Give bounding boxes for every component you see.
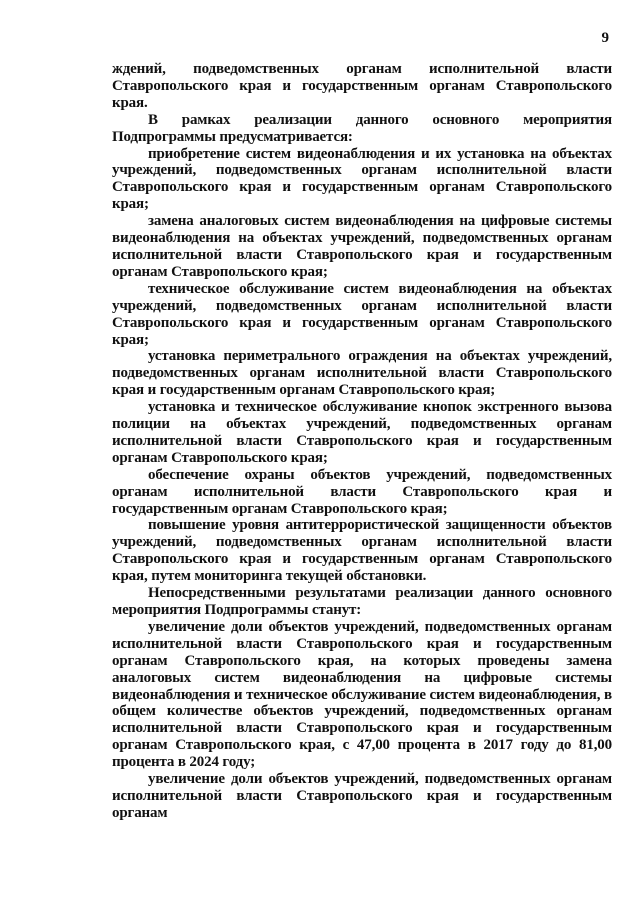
paragraph-item: повышение уровня антитеррористической защищенности объектов учреждений, подведомственных органам исполнительной власти Ставропольского края и государственным органам Ставропольского края, путем мониторинга текущей обстановки. [112,517,612,585]
paragraph-item: установка периметрального ограждения на объектах учреждений, подведомственных органам исполнительной власти Ставропольского края и государственным органам Ставропольского края; [112,348,612,399]
paragraph-continuation: ждений, подведомственных органам исполнительной власти Ставропольского края и государственным органам Ставропольского края. [112,61,612,111]
paragraph-item: приобретение систем видеонаблюдения и их установка на объектах учреждений, подведомственных органам исполнительной власти Ставропольского края и государственным органам Ставропольского края; [112,145,612,213]
paragraph-results-intro: Непосредственными результатами реализации данного основного мероприятия Подпрограммы станут: [112,585,612,618]
paragraph-item: установка и техническое обслуживание кнопок экстренного вызова полиции на объектах учреждений, подведомственных органам исполнительной власти Ставропольского края и государственным органам Ставропольского края; [112,399,612,466]
paragraph-item: замена аналоговых систем видеонаблюдения на цифровые системы видеонаблюдения на объектах учреждений, подведомственных органам исполнительной власти Ставропольского края и государственным органам Ставропольского края; [112,213,612,280]
paragraph-intro: В рамках реализации данного основного мероприятия Подпрограммы предусматривается: [112,111,612,145]
document-body [112,61,612,822]
paragraph-item: обеспечение охраны объектов учреждений, подведомственных органам исполнительной власти Ставропольского края и государственным органам Ставропольского края; [112,466,612,517]
paragraph-result: увеличение доли объектов учреждений, подведомственных органам исполнительной власти Ставропольского края и государственным органам [112,771,612,821]
page-number: 9 [601,30,609,46]
paragraph-item: техническое обслуживание систем видеонаблюдения на объектах учреждений, подведомственных органам исполнительной власти Ставропольского края и государственным органам Ставропольского края; [112,280,612,348]
paragraph-result: увеличение доли объектов учреждений, подведомственных органам исполнительной власти Ставропольского края и государственным органам Ставропольского края, на которых проведены замена аналоговых систем видеонаблюдения на цифровые системы видеонаблюдения и техническое обслуживание систем видеонаблюдения, в общем количестве объектов учреждений, подведомственных органам исполнительной власти Ставропольского края и государственным органам Ставропольского края, с 47,00 процента в 2017 году до 81,00 процента в 2024 году; [112,618,612,771]
